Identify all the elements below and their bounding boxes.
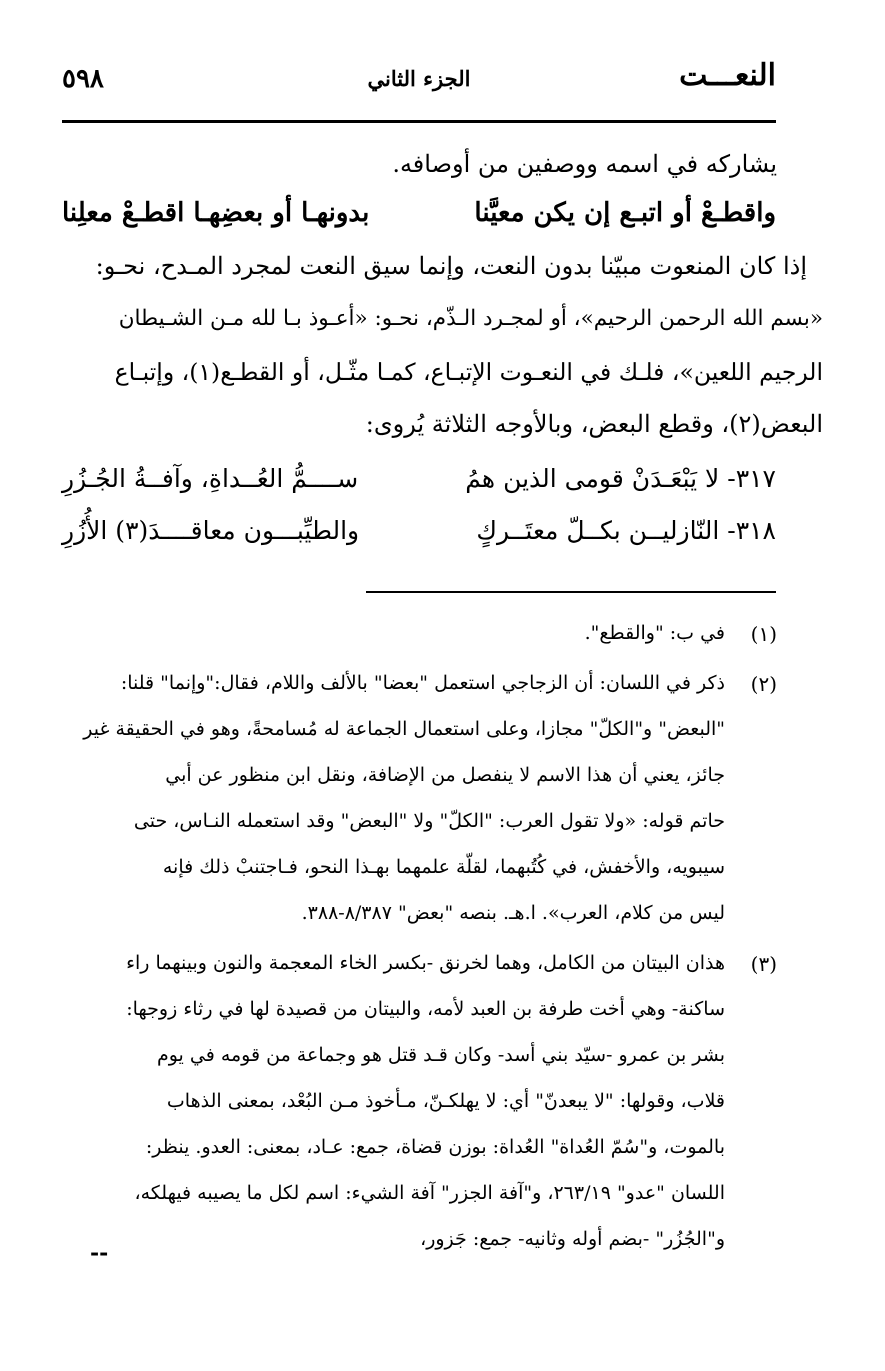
alfiya-hemistich-right: واقطـعْ أو اتبـع إن يكن معيَّنا — [474, 198, 776, 228]
body-line: «بسم الله الرحمن الرحيم»، أو لمجـرد الـذّم، نحـو: «أعـوذ بـا لله مـن الشـيطان — [118, 306, 823, 331]
body-line: الرجيم اللعين»، فلـك في النعـوت الإتبـاع، كمـا مثّـل، أو القطـع(١)، وإتبـاع — [114, 358, 823, 386]
page-header — [62, 58, 776, 100]
footnote-2-line: جائز، يعني أن هذا الاسم لا ينفصل من الإضافة، ونقل ابن منظور عن أبي — [165, 764, 725, 786]
verse-317 — [62, 464, 776, 504]
header-rule — [62, 120, 776, 123]
verse-318-right: ٣١٨- النّازليــن بكــلّ معتَــركٍ — [476, 516, 776, 545]
footnote-number-2: (٢) — [750, 672, 777, 696]
footnote-2-line: سيبويه، والأخفش، في كُتُبهما، لقلّة علمهما بهـذا النحو، فـاجتنبْ ذلك فإنه — [162, 856, 725, 878]
footnote-2-line: ليس من كلام، العرب». ا.هـ. بنصه "بعض" ٨/٣٨٧-٣٨٨. — [301, 902, 725, 924]
footnote-3-line: ساكنة- وهي أخت طرفة بن العبد لأمه، والبيتان من قصيدة لها في رثاء زوجها: — [126, 998, 725, 1020]
footnote-2-line: "البعض" و"الكلّ" مجازا، وعلى استعمال الجماعة له مُسامحةً، وهو في الحقيقة غير — [83, 718, 725, 740]
footnote-3-line: هذان البيتان من الكامل، وهما لخرنق -بكسر الخاء المعجمة والنون وبينهما راء — [126, 952, 725, 974]
footnote-separator — [366, 591, 776, 593]
volume-label: الجزء الثاني — [367, 66, 471, 91]
page-number: ٥٩٨ — [62, 64, 104, 94]
alfiya-verse — [62, 198, 776, 238]
verse-318 — [62, 516, 776, 556]
footnote-2-line: حاتم قوله: «ولا تقول العرب: "الكلّ" ولا "البعض" وقد استعمله النـاس، حتى — [133, 810, 725, 832]
footnote-3-line: بشر بن عمرو -سيّد بني أسد- وكان قـد قتل هو وجماعة من قومه في يوم — [156, 1044, 725, 1066]
continuation-mark: -- — [90, 1240, 109, 1266]
footnote-number-3: (٣) — [750, 952, 777, 976]
footnote-3-line: و"الجُزُر" -بضم أوله وثانيه- جمع: جَزور، — [420, 1228, 725, 1250]
footnote-1: في ب: "والقطع". — [584, 622, 725, 644]
footnote-number-1: (١) — [750, 622, 777, 646]
verse-318-left: والطيِّبـــون معاقــــدَ(٣) الأُزُرِ — [62, 516, 360, 545]
footnote-3-line: اللسان "عدو" ٢٦٣/١٩، و"آفة الجزر" آفة الشيء: اسم لكل ما يصيبه فيهلكه، — [134, 1182, 725, 1204]
verse-317-right: ٣١٧- لا يَبْعَـدَنْ قومى الذين همُ — [465, 464, 776, 493]
footnote-3-line: بالموت، و"سُمّ العُداة" العُداة: بوزن قضاة، جمع: عـاد، بمعنى: العدو. ينظر: — [145, 1136, 725, 1158]
body-line: إذا كان المنعوت مبيّنا بدون النعت، وإنما سيق النعت لمجرد المـدح، نحـو: — [95, 252, 807, 280]
body-line: يشاركه في اسمه ووصفين من أوصافه. — [392, 150, 777, 178]
alfiya-hemistich-left: بدونهـا أو بعضِهـا اقطـعْ معلِنا — [62, 198, 370, 228]
footnote-2-line: ذكر في اللسان: أن الزجاجي استعمل "بعضا" بالألف واللام، فقال:"وإنما" قلنا: — [120, 672, 725, 694]
footnote-3-line: قلاب، وقولها: "لا يبعدنّ" أي: لا يهلكـنّ، مـأخوذ مـن البُعْد، بمعنى الذهاب — [166, 1090, 725, 1112]
chapter-title: النعـــت — [679, 58, 776, 93]
body-line: البعض(٢)، وقطع البعض، وبالأوجه الثلاثة يُروى: — [365, 410, 823, 438]
verse-317-left: ســــمُّ العُــداةِ، وآفــةُ الجُـزُرِ — [62, 464, 359, 493]
